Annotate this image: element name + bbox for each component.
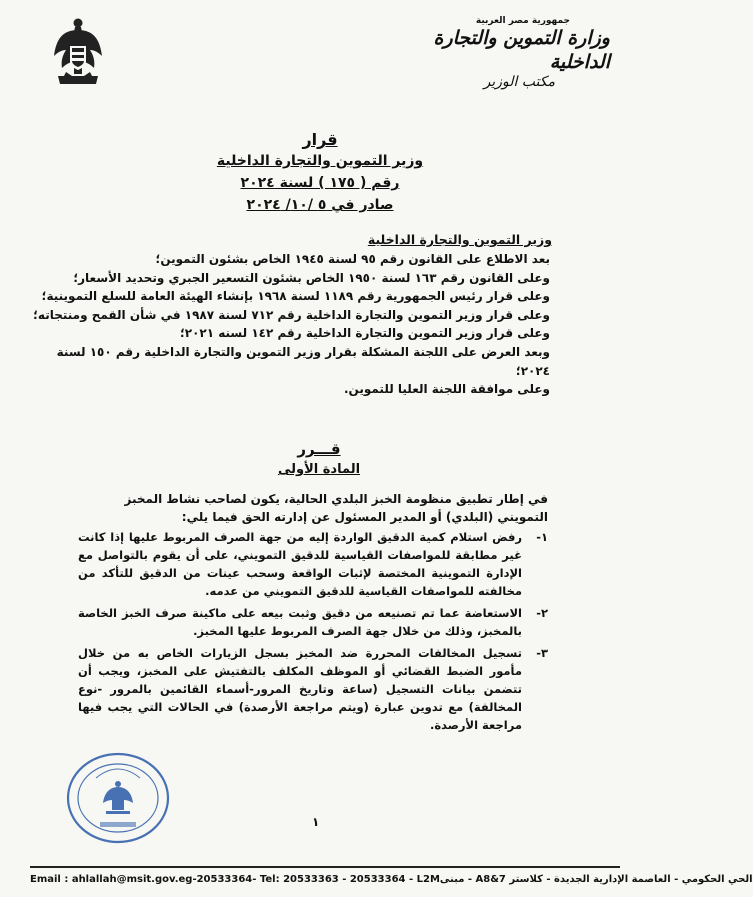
preamble-heading: وزير التموين والتجارة الداخلية [367, 232, 552, 247]
decree-heading: قـــرر [297, 440, 341, 458]
footer-contact [30, 874, 440, 885]
republic-label: جمهورية مصر العربية [475, 16, 570, 26]
preamble-line: بعد الاطلاع على القانون رقم ٩٥ لسنة ١٩٤٥ الخاص بشئون التموين؛ [155, 252, 550, 266]
list-item [78, 644, 548, 734]
preamble-line: ٢٠٢٤؛ [515, 363, 550, 378]
list-item [78, 528, 548, 600]
decree-minister-title: وزير التموين والتجارة الداخلية [216, 153, 424, 169]
item-number: ٣- [536, 646, 548, 660]
item-number: ٢- [536, 606, 548, 620]
preamble-line: وعلى قرار وزير التموين والتجارة الداخلية رقم ١٤٢ لسنه ٢٠٢١؛ [179, 326, 550, 341]
egypt-eagle-emblem-icon [52, 16, 104, 88]
page-number: ١ [312, 815, 320, 829]
footer-divider [30, 866, 620, 868]
item-text: الاستعاضة عما تم تصنيعه من دقيق وثبت بيعه على ماكينة صرف الخبز الخاصة بالمخبز، وذلك من خلال جهة الصرف المربوط عليها المخبز. [78, 606, 522, 638]
decree-number: رقم ( ١٧٥ ) لسنة ٢٠٢٤ [240, 175, 400, 191]
article-intro: في إطار تطبيق منظومة الخبز البلدي الحالية، يكون لصاحب نشاط المخبز التمويني (البلدي) أو المدير المسئول عن إدارته الحق فيما يلي: [124, 492, 548, 524]
footer [30, 874, 753, 885]
official-stamp-icon [62, 748, 174, 848]
item-number: ١- [536, 530, 548, 544]
decree-title-block [160, 130, 480, 216]
decree-issue-date: صادر في ٥ /١٠/ ٢٠٢٤ [246, 197, 394, 213]
footer-email: Email : ahlallah@msit.gov.eg [30, 874, 193, 885]
decree-section-head [0, 440, 638, 477]
item-text: رفض استلام كمية الدقيق الواردة إليه من جهة الصرف المربوط عليها إذا كانت غير مطابقة للمواصفات القياسية للدقيق التمويني، على أن يقوم بالتواصل مع الإدارة التموينية المختصة لإثبات الواقعة وسحب عينات من الدقيق للتأكد من مخالفته للمواصفات القياسية للدقيق التمويني من عدمه. [78, 530, 522, 598]
preamble-lines [33, 250, 550, 399]
list-item [78, 604, 548, 640]
article-heading: المادة الأولى [277, 462, 361, 477]
ministry-letterhead [410, 16, 610, 90]
article-items [78, 528, 548, 738]
minister-office-label: مكتب الوزير [483, 74, 555, 90]
footer-address: الحي الحكومي - العاصمة الإدارية الجديدة - كلاستر A8&7 - مبنى [439, 874, 753, 885]
preamble-line: وبعد العرض على اللجنة المشكلة بقرار وزير التموين والتجارة الداخلية رقم ١٥٠ لسنة [56, 344, 550, 359]
preamble-line: وعلى قرار وزير التموين والتجارة الداخلية رقم ٧١٢ لسنة ١٩٨٧ في شأن القمح ومنتجاته؛ [33, 307, 550, 322]
ministry-name: وزارة التموين والتجارة الداخلية [433, 27, 610, 73]
footer-phones: -20533364- Tel: 20533363 - 20533364 - L2M [192, 874, 440, 885]
decree-title: قرار [302, 130, 338, 149]
preamble-line: وعلى موافقة اللجنة العليا للتموين. [343, 382, 550, 397]
preamble-line: وعلى القانون رقم ١٦٣ لسنة ١٩٥٠ الخاص بشئون التسعير الجبري وتحديد الأسعار؛ [73, 270, 550, 285]
item-text: تسجيل المخالفات المحررة ضد المخبز بسجل الزيارات الخاص به من خلال مأمور الضبط القضائي أو الموظف المكلف بالتفتيش على المخبز، ويجب أن تتضمن بيانات التسجيل (ساعة وتاريخ المرور-أسماء القائمين بالمرور -نوع المخالفة) مع تدوين عبارة (ويتم مراجعة الأرصدة) في الحالات التي يجب فيها مراجعة الأرصدة. [78, 646, 522, 732]
preamble-line: وعلى قرار رئيس الجمهورية رقم ١١٨٩ لسنة ١٩٦٨ بإنشاء الهيئة العامة للسلع التموينية؛ [41, 289, 550, 304]
